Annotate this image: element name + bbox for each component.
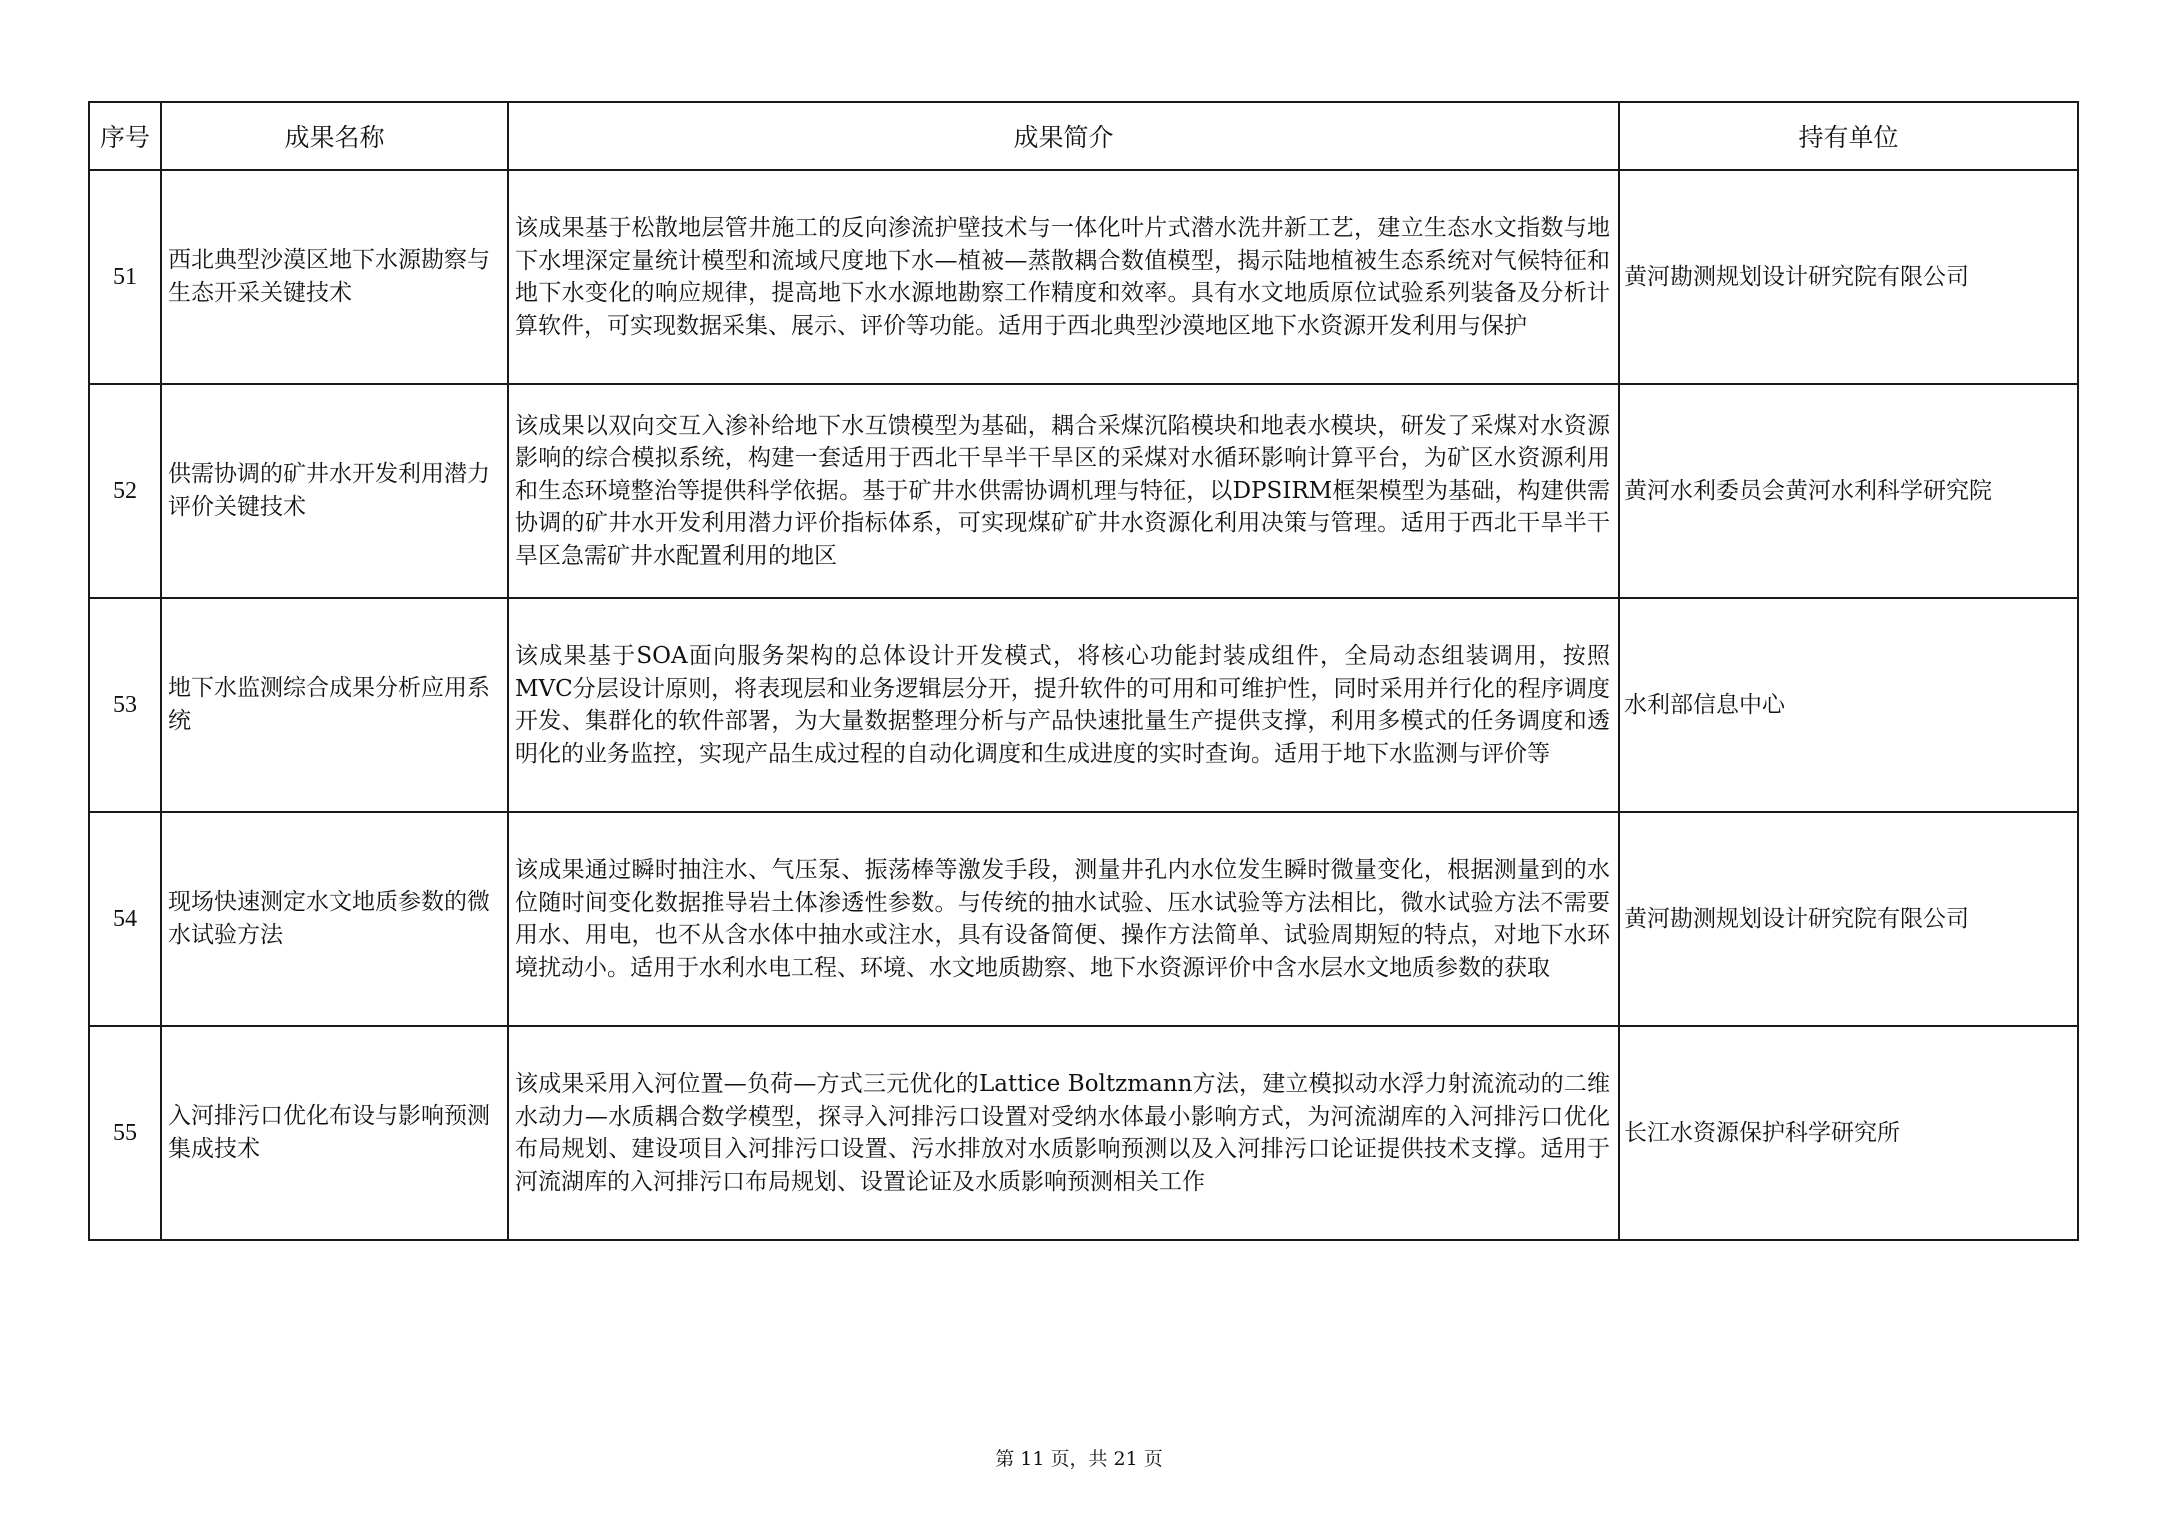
achievement-name-cell: 供需协调的矿井水开发利用潜力评价关键技术 xyxy=(161,384,508,598)
serial-number-cell: 52 xyxy=(89,384,161,598)
table-row xyxy=(89,598,2078,812)
serial-number-cell: 55 xyxy=(89,1026,161,1240)
holding-unit-cell: 黄河勘测规划设计研究院有限公司 xyxy=(1619,812,2078,1026)
holding-unit-cell: 黄河勘测规划设计研究院有限公司 xyxy=(1619,170,2078,384)
achievement-name-cell: 现场快速测定水文地质参数的微水试验方法 xyxy=(161,812,508,1026)
serial-number-cell: 51 xyxy=(89,170,161,384)
serial-number-cell: 54 xyxy=(89,812,161,1026)
holding-unit-cell: 黄河水利委员会黄河水利科学研究院 xyxy=(1619,384,2078,598)
achievement-summary-cell: 该成果以双向交互入渗补给地下水互馈模型为基础，耦合采煤沉陷模块和地表水模块，研发了采煤对水资源影响的综合模拟系统，构建一套适用于西北干旱半干旱区的采煤对水循环影响计算平台，为矿区水资源利用和生态环境整治等提供科学依据。基于矿井水供需协调机理与特征，以DPSIRM框架模型为基础，构建供需协调的矿井水开发利用潜力评价指标体系，可实现煤矿矿井水资源化利用决策与管理。适用于西北干旱半干旱区急需矿井水配置利用的地区 xyxy=(508,384,1619,598)
holding-unit-cell: 长江水资源保护科学研究所 xyxy=(1619,1026,2078,1240)
achievement-summary-cell: 该成果通过瞬时抽注水、气压泵、振荡棒等激发手段，测量井孔内水位发生瞬时微量变化，根据测量到的水位随时间变化数据推导岩土体渗透性参数。与传统的抽水试验、压水试验等方法相比，微水试验方法不需要用水、用电，也不从含水体中抽水或注水，具有设备简便、操作方法简单、试验周期短的特点，对地下水环境扰动小。适用于水利水电工程、环境、水文地质勘察、地下水资源评价中含水层水文地质参数的获取 xyxy=(508,812,1619,1026)
table-row xyxy=(89,812,2078,1026)
table-header-row xyxy=(89,102,2078,170)
header-achievement-name: 成果名称 xyxy=(161,102,508,170)
page-number-footer: 第 11 页，共 21 页 xyxy=(995,1448,1163,1470)
achievement-name-cell: 地下水监测综合成果分析应用系统 xyxy=(161,598,508,812)
holding-unit-cell: 水利部信息中心 xyxy=(1619,598,2078,812)
serial-number-cell: 53 xyxy=(89,598,161,812)
table-row xyxy=(89,170,2078,384)
table-row xyxy=(89,1026,2078,1240)
header-achievement-summary: 成果简介 xyxy=(508,102,1619,170)
achievement-name-cell: 入河排污口优化布设与影响预测集成技术 xyxy=(161,1026,508,1240)
achievements-table xyxy=(88,101,2079,1241)
achievement-summary-cell: 该成果基于SOA面向服务架构的总体设计开发模式，将核心功能封装成组件，全局动态组装调用，按照MVC分层设计原则，将表现层和业务逻辑层分开，提升软件的可用和可维护性，同时采用并行化的程序调度开发、集群化的软件部署，为大量数据整理分析与产品快速批量生产提供支撑，利用多模式的任务调度和透明化的业务监控，实现产品生成过程的自动化调度和生成进度的实时查询。适用于地下水监测与评价等 xyxy=(508,598,1619,812)
header-holding-unit: 持有单位 xyxy=(1619,102,2078,170)
achievement-name-cell: 西北典型沙漠区地下水源勘察与生态开采关键技术 xyxy=(161,170,508,384)
header-serial-number: 序号 xyxy=(89,102,161,170)
achievement-summary-cell: 该成果基于松散地层管井施工的反向渗流护壁技术与一体化叶片式潜水洗井新工艺，建立生态水文指数与地下水埋深定量统计模型和流域尺度地下水—植被—蒸散耦合数值模型，揭示陆地植被生态系统对气候特征和地下水变化的响应规律，提高地下水水源地勘察工作精度和效率。具有水文地质原位试验系列装备及分析计算软件，可实现数据采集、展示、评价等功能。适用于西北典型沙漠地区地下水资源开发利用与保护 xyxy=(508,170,1619,384)
table-row xyxy=(89,384,2078,598)
achievement-summary-cell: 该成果采用入河位置—负荷—方式三元优化的Lattice Boltzmann方法，建立模拟动水浮力射流流动的二维水动力—水质耦合数学模型，探寻入河排污口设置对受纳水体最小影响方式，为河流湖库的入河排污口优化布局规划、建设项目入河排污口设置、污水排放对水质影响预测以及入河排污口论证提供技术支撑。适用于河流湖库的入河排污口布局规划、设置论证及水质影响预测相关工作 xyxy=(508,1026,1619,1240)
